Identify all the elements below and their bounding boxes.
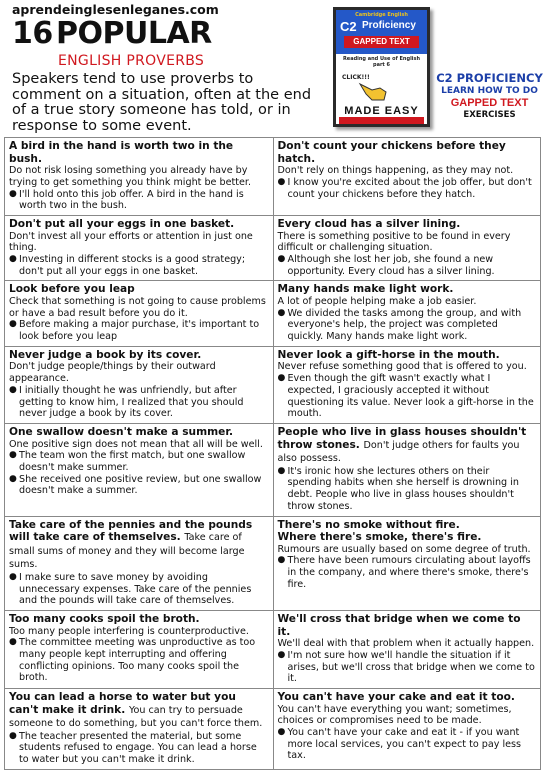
proverb-title <box>9 613 269 626</box>
bullet-icon: ● <box>9 188 17 199</box>
proverb-card <box>273 611 541 688</box>
proverb-example <box>9 254 269 277</box>
proverb-example <box>9 572 269 607</box>
proverb-meaning: Take care of small sums of money and they will become large sums. <box>9 532 245 571</box>
book-cover-proficiency: Proficiency <box>362 20 416 31</box>
proverb-card <box>5 424 273 516</box>
proverb-meaning: Don't invest all your efforts or attention in just one thing. <box>9 230 253 254</box>
proverb-example <box>9 189 269 212</box>
bullet-icon: ● <box>9 384 17 395</box>
proverb-title <box>9 519 269 572</box>
proverb-title <box>9 691 269 731</box>
proverb-example <box>9 319 269 342</box>
side-promo-line1: C2 PROFICIENCY <box>436 71 543 85</box>
bullet-icon: ● <box>9 730 17 741</box>
proverb-title-text: We'll cross that bridge when we come to it. <box>277 613 521 638</box>
pointing-hand-icon <box>358 80 388 102</box>
proverb-card <box>273 424 541 516</box>
proverb-example-text: I initially thought he was unfriendly, but after getting to know him, I realized that you should never judge a book by its cover. <box>19 384 244 420</box>
bullet-icon: ● <box>9 473 17 484</box>
proverb-example <box>9 474 269 497</box>
book-cover-gapped: GAPPED TEXT <box>344 36 419 48</box>
proverb-row <box>5 280 540 345</box>
proverb-example-text: The teacher presented the material, but some students refused to engage. You can lead a horse to water but you can't make it drink. <box>19 730 257 766</box>
proverb-example-text: Even though the gift wasn't exactly what I expected, I graciously accepted it without questioning its value. Never look a gift-horse in the mouth. <box>287 373 534 420</box>
bullet-icon: ● <box>277 307 286 318</box>
bullet-icon: ● <box>277 373 286 384</box>
proverb-example <box>278 555 537 590</box>
proverb-row <box>5 688 540 769</box>
proverb-title <box>278 613 537 638</box>
proverb-title <box>278 426 537 466</box>
proverb-card <box>5 216 273 280</box>
proverb-example-text: We divided the tasks among the group, and with everyone's help, the project was completed quickly. Many hands make light work. <box>287 307 522 343</box>
proverb-title-text: People who live in glass houses shouldn't throw stones. <box>277 425 527 451</box>
proverb-card <box>5 689 273 769</box>
proverb-example-text: I make sure to save money by avoiding unnecessary expenses. Take care of the pennies and the pounds will take care of themselves. <box>19 571 252 607</box>
proverb-row <box>5 138 540 215</box>
proverb-meaning: Never refuse something good that is offered to you. <box>277 361 527 373</box>
proverb-title <box>9 140 269 165</box>
site-url[interactable]: aprendeinglesenleganes.com <box>12 2 219 17</box>
proverb-title <box>278 691 537 704</box>
proverb-meaning: Rumours are usually based on some degree of truth. <box>277 543 531 555</box>
proverb-example <box>9 637 269 684</box>
proverb-title-text: Many hands make light work. <box>277 283 454 296</box>
proverb-meaning: You can't have everything you want; sometimes, choices or compromises need to be made. <box>277 703 512 727</box>
proverb-title <box>278 519 537 532</box>
proverb-row <box>5 423 540 516</box>
proverb-title-text: Don't count your chickens before they hatch. <box>277 140 506 165</box>
proverb-example-text: You can't have your cake and eat it - if you want more local services, you can't expect to pay less tax. <box>287 727 522 762</box>
proverb-title-text: A bird in the hand is worth two in the bush. <box>9 140 234 165</box>
proverb-title <box>278 283 537 296</box>
proverb-example <box>278 373 537 420</box>
bullet-icon: ● <box>9 637 17 648</box>
proverb-meaning: You can try to persuade someone to do something, but you can't force them. <box>9 704 263 730</box>
proverb-meaning: A lot of people helping make a job easier. <box>277 296 477 307</box>
proverb-row <box>5 610 540 688</box>
book-cover-level: C2 <box>340 19 357 34</box>
proverb-example <box>278 650 537 685</box>
proverb-meaning: Do not risk losing something you already have by trying to get something you think might be better. <box>9 165 252 188</box>
proverb-example-text: I'll hold onto this job offer. A bird in the hand is worth two in the bush. <box>19 188 244 212</box>
proverb-example <box>9 731 269 766</box>
proverb-title-alt: Where there's smoke, there's fire. <box>277 531 482 544</box>
proverb-example <box>278 308 537 343</box>
proverb-example <box>278 177 537 200</box>
proverb-card <box>273 216 541 280</box>
book-cover-click: CLICK!!! <box>342 74 370 81</box>
proverb-meaning: Don't rely on things happening, as they may not. <box>277 165 514 177</box>
proverb-title <box>9 349 269 362</box>
proverb-example <box>9 385 269 420</box>
proverb-example-text: Although she lost her job, she found a new opportunity. Every cloud has a silver lining. <box>287 254 495 277</box>
proverb-title-text: Take care of the pennies and the pounds will take care of themselves. <box>9 518 253 544</box>
proverb-card <box>5 611 273 688</box>
proverb-title <box>278 140 537 165</box>
side-promo-line4: EXERCISES <box>463 110 516 120</box>
side-promo-line3: GAPPED TEXT <box>450 97 529 109</box>
proverb-title-text: There's no smoke without fire. <box>277 518 460 531</box>
proverb-example <box>278 254 537 277</box>
proverb-card <box>5 138 273 215</box>
proverb-title-text: Too many cooks spoil the broth. <box>9 613 200 625</box>
book-cover-red-bar <box>339 117 424 124</box>
proverb-card <box>5 517 273 610</box>
book-cover-banner <box>336 10 427 54</box>
proverb-example-text: Investing in different stocks is a good strategy; don't put all your eggs in one basket. <box>19 254 246 277</box>
bullet-icon: ● <box>277 555 286 566</box>
proverb-row <box>5 215 540 280</box>
proverb-meaning: Too many people interfering is counterproductive. <box>9 625 249 637</box>
subtitle: ENGLISH PROVERBS <box>58 53 205 69</box>
proverb-example <box>278 466 537 513</box>
proverb-example-text: Before making a major purchase, it's important to look before you leap <box>19 319 260 343</box>
proverb-meaning: There is something positive to be found in every difficult or challenging situation. <box>277 230 511 254</box>
proverb-title <box>278 349 537 362</box>
proverb-title-text: Every cloud has a silver lining. <box>277 218 461 230</box>
bullet-icon: ● <box>9 450 17 461</box>
proverb-card <box>273 347 541 423</box>
bullet-icon: ● <box>277 254 286 264</box>
book-cover-top-line: Cambridge English <box>355 12 408 18</box>
proverb-title-text: Don't put all your eggs in one basket. <box>9 218 235 230</box>
proverb-title-text: Never judge a book by its cover. <box>9 348 202 361</box>
proverb-title-text: Look before you leap <box>9 283 135 296</box>
proverb-title-text: You can't have your cake and eat it too. <box>277 691 515 703</box>
proverb-meaning: Don't judge others for faults you also possess. <box>277 439 520 465</box>
proverb-title <box>278 218 537 231</box>
proverb-example <box>278 727 537 762</box>
side-promo[interactable] <box>434 72 545 121</box>
title-word: POPULAR <box>56 16 212 51</box>
proverb-title <box>9 218 269 231</box>
proverb-meaning: Check that something is not going to cause problems or have a bad result before you do it. <box>9 296 266 319</box>
proverb-example-text: There have been rumours circulating about layoffs in the company, and where there's smoke, there's fire. <box>287 555 531 590</box>
book-cover-small: Reading and Use of English part 6 <box>342 56 421 68</box>
proverb-title-text: Never look a gift-horse in the mouth. <box>277 348 500 361</box>
proverb-card <box>273 689 541 769</box>
proverb-card <box>273 138 541 215</box>
proverb-row <box>5 346 540 423</box>
proverbs-grid <box>4 137 541 770</box>
proverb-meaning: Don't judge people/things by their outward appearance. <box>9 361 216 385</box>
proverb-card <box>5 347 273 423</box>
intro-text: Speakers tend to use proverbs to comment on a situation, often at the end of a true story someone has told, or in response to some event. <box>12 71 312 134</box>
proverb-meaning: One positive sign does not mean that all will be well. <box>9 438 263 450</box>
proverb-example-text: It's ironic how she lectures others on their spending habits when she herself is drowning in debt. People who live in glass houses shouldn't throw stones. <box>287 465 519 512</box>
proverb-title <box>9 283 269 296</box>
bullet-icon: ● <box>9 254 17 264</box>
proverb-title-text: One swallow doesn't make a summer. <box>9 425 234 438</box>
header <box>0 0 545 138</box>
proverb-row <box>5 516 540 610</box>
book-cover-made-easy: MADE EASY <box>344 105 419 117</box>
bullet-icon: ● <box>277 176 286 187</box>
proverb-example <box>9 450 269 473</box>
proverb-example-text: The team won the first match, but one swallow doesn't make summer. <box>19 450 246 473</box>
bullet-icon: ● <box>277 727 286 737</box>
bullet-icon: ● <box>9 319 17 330</box>
bullet-icon: ● <box>277 465 286 476</box>
proverb-card <box>273 281 541 345</box>
bullet-icon: ● <box>9 571 17 582</box>
side-promo-line2: LEARN HOW TO DO <box>441 86 538 96</box>
bullet-icon: ● <box>277 649 286 660</box>
proverb-example-text: I know you're excited about the job offer, but don't count your chickens before they hatch. <box>287 176 532 200</box>
proverb-example-text: She received one positive review, but one swallow doesn't make a summer. <box>19 473 262 497</box>
proverb-card <box>273 517 541 610</box>
proverb-title <box>9 426 269 439</box>
title-number: 16 <box>12 16 53 51</box>
proverb-title-text: You can lead a horse to water but you can't make it drink. <box>9 691 236 716</box>
proverb-example-text: The committee meeting was unproductive as too many people kept interrupting and offering conflicting opinions. Too many cooks spoil the broth. <box>19 637 256 684</box>
proverb-meaning: We'll deal with that problem when it actually happen. <box>277 638 535 650</box>
book-cover-image[interactable] <box>333 7 430 127</box>
proverb-example-text: I'm not sure how we'll handle the situation if it arises, but we'll cross that bridge when we come to it. <box>287 649 535 685</box>
proverb-card <box>5 281 273 345</box>
